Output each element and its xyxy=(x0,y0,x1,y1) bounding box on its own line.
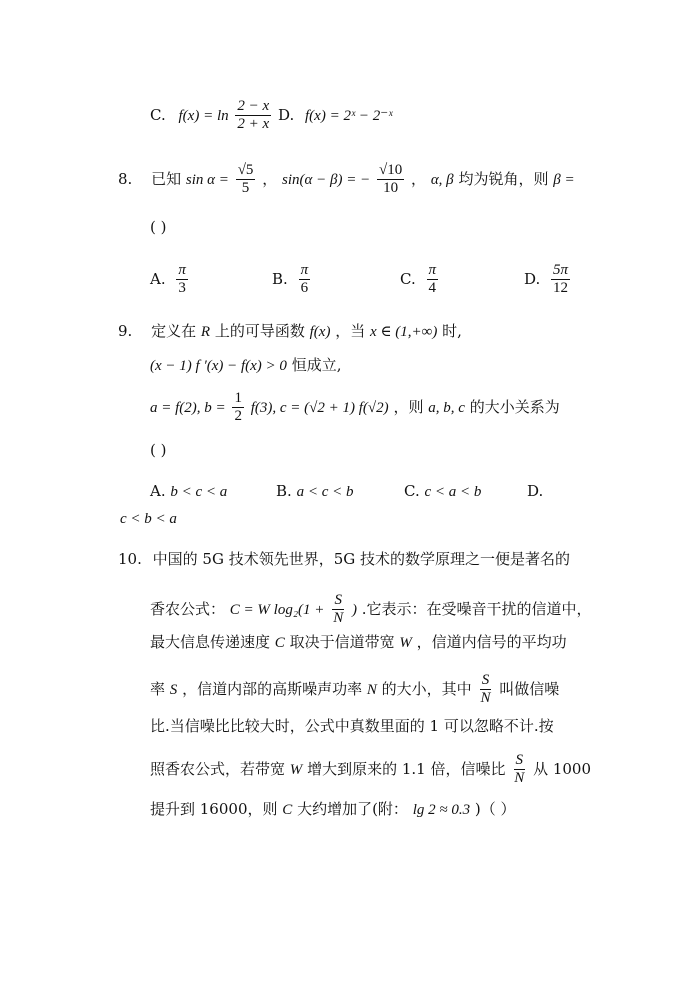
q10-l6-frac xyxy=(512,752,526,788)
q9-line1-b: 上的可导函数 xyxy=(214,322,305,340)
q8-option-d-num: 5π xyxy=(551,262,570,280)
q9-option-b-expr: a < c < b xyxy=(296,484,354,500)
q10-l7-C: C xyxy=(282,802,293,818)
q9-line3-c: ，则 xyxy=(393,397,424,416)
q9-option-c xyxy=(404,482,481,501)
q10-W: W xyxy=(399,635,412,651)
q9-option-a-label: A. xyxy=(150,482,166,500)
q8-option-d-label: D. xyxy=(524,269,541,288)
q8-option-d xyxy=(524,262,572,298)
q9-R: R xyxy=(200,324,211,340)
q9-line3-a: a = f(2), b = xyxy=(150,399,226,416)
q9-half-num: 1 xyxy=(232,390,244,408)
q8-den10: 10 xyxy=(383,180,399,197)
q8-option-b-num: π xyxy=(299,262,311,280)
q10-C: C xyxy=(274,635,285,651)
q8-option-c-label: C. xyxy=(400,269,416,288)
q9-option-b-label: B. xyxy=(276,482,292,500)
q10-S: S xyxy=(169,681,178,698)
q8-text-a: 已知 xyxy=(151,169,182,188)
q9-line1-c: ，当 xyxy=(335,322,366,340)
q10-l1: 中国的 5G 技术领先世界，5G 技术的数学原理之一便是著名的 xyxy=(152,550,570,568)
q10-l6-b: 增大到原来的 1.1 倍，信噪比 xyxy=(307,759,506,778)
q9-option-a xyxy=(150,482,227,501)
q10-line6 xyxy=(150,752,591,788)
q8-option-a xyxy=(150,262,190,298)
q10-l3-c: ，信道内信号的平均功 xyxy=(416,633,567,651)
q7-option-c-den: 2 + x xyxy=(237,116,270,133)
q7-option-c-num: 2 − x xyxy=(235,98,271,116)
q10-l4-c: 的大小，其中 xyxy=(381,679,472,698)
q10-l4-d: 叫做信噪 xyxy=(499,679,560,698)
q7-option-c-expr: f(x) = ln xyxy=(178,107,229,124)
q9-stem-line2 xyxy=(150,356,342,375)
q7-option-d-expr: f(x) = 2ˣ − 2⁻ˣ xyxy=(305,107,393,124)
q8-frac-sqrt5 xyxy=(236,162,256,198)
q9-option-c-expr: c < a < b xyxy=(424,484,482,500)
q8-sqrt10: √10 xyxy=(377,162,404,180)
q9-option-a-expr: b < c < a xyxy=(170,484,228,500)
q8-option-d-den: 12 xyxy=(553,280,569,297)
q9-line3-d: 的大小关系为 xyxy=(469,397,560,416)
q9-abc: a, b, c xyxy=(428,399,465,416)
q8-den5: 5 xyxy=(241,180,250,197)
q9-option-b xyxy=(276,482,353,501)
q10-formula-N: N xyxy=(333,610,344,627)
q10-l6-W: W xyxy=(289,761,303,778)
q10-line2 xyxy=(150,592,592,628)
q8-stem xyxy=(118,162,575,198)
q8-option-b-den: 6 xyxy=(300,280,309,297)
q10-l4-a: 率 xyxy=(150,679,166,698)
q9-line2-text: 恒成立, xyxy=(291,356,342,374)
q10-l7-lg: lg 2 ≈ 0.3 xyxy=(412,802,471,818)
q8-comma: ， xyxy=(262,169,278,188)
q8-text-c: 均为锐角，则 xyxy=(458,169,549,188)
q9-number: 9. xyxy=(118,322,133,340)
q10-line3 xyxy=(150,633,567,652)
q10-line4 xyxy=(150,672,559,708)
q8-option-c-frac xyxy=(427,262,439,298)
q10-formula-S: S xyxy=(332,592,344,610)
q8-option-b-label: B. xyxy=(272,269,288,288)
q9-option-d xyxy=(527,482,543,501)
q9-half-den: 2 xyxy=(234,408,242,425)
q10-formula-close: ) xyxy=(352,601,357,618)
q8-option-d-frac xyxy=(551,262,570,298)
q10-l6-a: 照香农公式，若带宽 xyxy=(150,759,286,778)
q7-option-d-label: D. xyxy=(277,105,295,124)
q8-option-c-num: π xyxy=(427,262,439,280)
q8-option-a-label: A. xyxy=(150,269,166,288)
q8-beta-eq: β = xyxy=(553,171,575,188)
q10-formula-frac xyxy=(331,592,345,628)
q8-option-b xyxy=(272,262,312,298)
q9-stem-line3 xyxy=(150,390,560,426)
q9-option-d-label: D. xyxy=(527,482,544,500)
q7-option-c-fraction xyxy=(235,98,271,134)
q10-l3-b: 取决于信道带宽 xyxy=(289,633,395,651)
q8-option-a-frac xyxy=(176,262,188,298)
q10-l4-b: ，信道内部的高斯噪声功率 xyxy=(182,679,363,698)
q10-l7-b: 大约增加了(附： xyxy=(297,800,408,818)
q8-sin-alpha: sin α = xyxy=(185,171,229,188)
q8-text-b: ， xyxy=(411,169,427,188)
q9-line1-a: 定义在 xyxy=(151,322,197,340)
q10-l2-b: .它表示：在受噪音干扰的信道中， xyxy=(361,599,592,618)
q10-N: N xyxy=(366,681,377,698)
q10-l4-frac xyxy=(478,672,492,708)
q8-option-c-den: 4 xyxy=(428,280,436,297)
q9-option-c-label: C. xyxy=(404,482,420,500)
q10-l6-N: N xyxy=(514,770,525,787)
q9-line1-d: 时, xyxy=(442,322,462,340)
q8-number: 8. xyxy=(118,169,133,188)
q9-line3-b: f(3), c = (√2 + 1) f(√2) xyxy=(250,399,389,416)
q8-frac-sqrt10 xyxy=(377,162,404,198)
q8-option-c xyxy=(400,262,440,298)
q10-formula: C = W log₂(1 + xyxy=(229,601,325,618)
q8-sin-alpha-beta: sin(α − β) = − xyxy=(282,171,371,188)
q10-l7-a: 提升到 16000，则 xyxy=(150,800,278,818)
q8-option-a-den: 3 xyxy=(178,280,186,297)
q8-paren: ( ) xyxy=(150,218,167,236)
q9-line2-expr: (x − 1) f ′(x) − f(x) > 0 xyxy=(150,358,287,374)
q10-l2-a: 香农公式： xyxy=(150,599,226,618)
q9-domain: x ∈ (1,+∞) xyxy=(370,324,438,340)
q8-sqrt5: √5 xyxy=(236,162,256,180)
q7-option-c xyxy=(150,98,392,134)
q10-line5: 比.当信噪比比较大时，公式中真数里面的 1 可以忽略不计.按 xyxy=(150,717,554,735)
q9-paren: ( ) xyxy=(150,441,167,459)
q7-option-c-label: C. xyxy=(150,105,166,124)
q8-option-b-frac xyxy=(299,262,311,298)
q9-half xyxy=(232,390,244,426)
q8-option-a-num: π xyxy=(176,262,188,280)
q10-l6-S: S xyxy=(514,752,526,770)
q10-line1 xyxy=(118,550,570,568)
q10-l7-c: )（ ） xyxy=(474,800,516,818)
q9-stem-line1 xyxy=(118,322,462,341)
q8-alpha-beta: α, β xyxy=(430,171,454,188)
q10-number: 10. xyxy=(118,550,142,568)
q10-l4-N: N xyxy=(480,690,491,707)
q10-l3-a: 最大信息传递速度 xyxy=(150,633,271,651)
q9-fx: f(x) xyxy=(309,324,331,340)
q9-option-d-continued: c < b < a xyxy=(120,511,177,527)
q10-l6-c: 从 1000 xyxy=(533,759,592,778)
q10-l4-S: S xyxy=(480,672,492,690)
q10-line7 xyxy=(150,800,516,819)
